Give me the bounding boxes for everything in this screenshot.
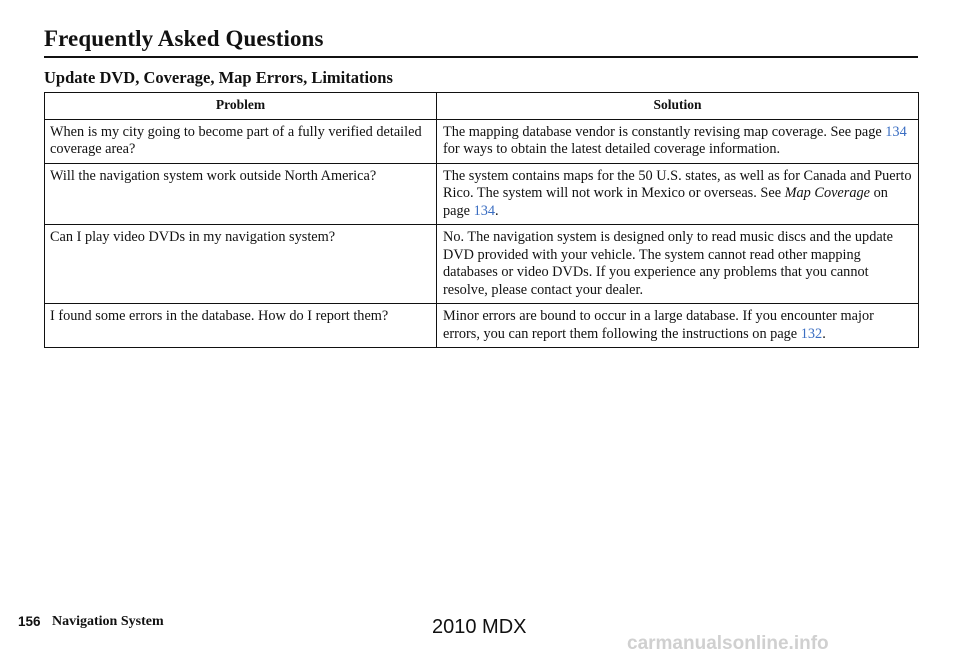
solution-text: for ways to obtain the latest detailed coverage information. bbox=[443, 141, 781, 157]
problem-cell: Will the navigation system work outside North America? bbox=[45, 163, 437, 225]
page-title: Frequently Asked Questions bbox=[44, 26, 324, 51]
table-row bbox=[45, 163, 919, 225]
solution-text: on page bbox=[443, 185, 888, 219]
table-header-row bbox=[45, 93, 919, 120]
problem-column-header: Problem bbox=[45, 93, 437, 120]
solution-text: No. The navigation system is designed only to read music discs and the update DVD provided with your vehicle. The system cannot read other mapping databases or video DVDs. If you experience any problems that you cannot resolve, please contact your dealer. bbox=[443, 229, 894, 298]
title-divider bbox=[44, 56, 918, 58]
solution-cell bbox=[437, 304, 919, 348]
page-link[interactable]: 134 bbox=[473, 202, 496, 219]
solution-text: . bbox=[822, 325, 826, 342]
problem-cell: Can I play video DVDs in my navigation system? bbox=[45, 225, 437, 304]
model-stamp: 2010 MDX bbox=[432, 616, 527, 638]
solution-cell bbox=[437, 119, 919, 163]
footer-section-label: Navigation System bbox=[52, 614, 164, 629]
page-link[interactable]: 134 bbox=[885, 123, 907, 140]
table-row bbox=[45, 225, 919, 304]
page-link[interactable]: 132 bbox=[800, 325, 823, 342]
problem-cell: When is my city going to become part of a fully verified detailed coverage area? bbox=[45, 119, 437, 163]
solution-cell bbox=[437, 225, 919, 304]
section-reference: Map Coverage bbox=[784, 185, 870, 201]
solution-text: The system contains maps for the 50 U.S. states, as well as for Canada and Puerto Rico. The system will not work in Mexico or overseas. See bbox=[443, 167, 912, 201]
faq-table bbox=[44, 92, 919, 348]
solution-text: The mapping database vendor is constantly revising map coverage. See page bbox=[443, 123, 886, 140]
page-number: 156 bbox=[18, 614, 41, 629]
problem-cell: I found some errors in the database. How do I report them? bbox=[45, 304, 437, 348]
table-row bbox=[45, 119, 919, 163]
solution-cell bbox=[437, 163, 919, 225]
solution-column-header: Solution bbox=[437, 93, 919, 120]
solution-text: Minor errors are bound to occur in a large database. If you encounter major errors, you can report them following the instructions on page bbox=[443, 308, 874, 342]
section-title: Update DVD, Coverage, Map Errors, Limitations bbox=[44, 68, 393, 87]
site-watermark: carmanualsonline.info bbox=[627, 633, 829, 654]
table-row bbox=[45, 304, 919, 348]
solution-text: . bbox=[495, 202, 499, 219]
